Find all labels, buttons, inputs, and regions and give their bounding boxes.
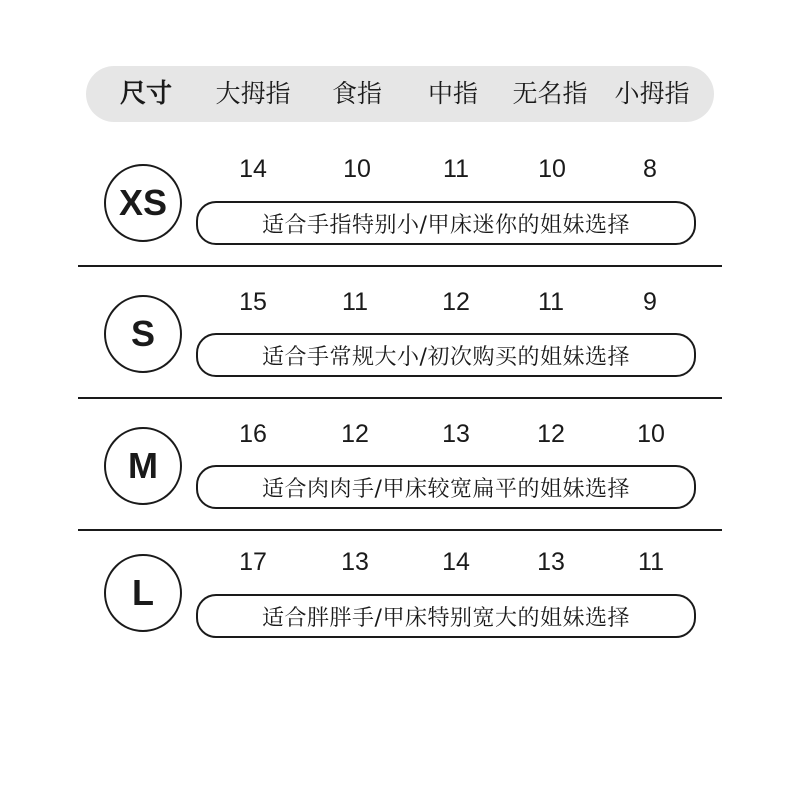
size-row-l [0,532,800,664]
index-finger-value: 11 [342,288,368,316]
size-badge: XS [104,164,182,242]
size-badge: L [104,554,182,632]
ring-finger-value: 10 [538,155,566,183]
size-row-xs [0,135,800,267]
size-row-s [0,268,800,400]
index-finger-column-header: 食指 [331,79,383,108]
size-note: 适合手指特别小/甲床迷你的姐妹选择 [196,201,696,245]
size-note: 适合肉肉手/甲床较宽扁平的姐妹选择 [196,465,696,509]
size-row-m [0,400,800,532]
thumb-column-header: 大拇指 [215,79,291,108]
size-badge: S [104,295,182,373]
thumb-value: 16 [239,420,267,448]
size-badge: M [104,427,182,505]
row-divider [78,397,722,399]
ring-finger-value: 13 [537,548,565,576]
thumb-value: 14 [239,155,267,183]
index-finger-value: 12 [341,420,369,448]
size-note: 适合手常规大小/初次购买的姐妹选择 [196,333,696,377]
pinky-value: 8 [643,155,657,183]
size-column-header: 尺寸 [119,79,173,109]
row-divider [78,529,722,531]
pinky-column-header: 小拇指 [614,79,690,108]
ring-finger-value: 11 [538,288,564,316]
middle-finger-value: 14 [442,548,470,576]
thumb-value: 17 [239,548,267,576]
row-divider [78,265,722,267]
middle-finger-value: 12 [442,288,470,316]
size-note: 适合胖胖手/甲床特别宽大的姐妹选择 [196,594,696,638]
size-chart-header [86,66,714,122]
index-finger-value: 13 [341,548,369,576]
thumb-value: 15 [239,288,267,316]
pinky-value: 9 [643,288,657,316]
ring-finger-value: 12 [537,420,565,448]
pinky-value: 10 [637,420,665,448]
ring-finger-column-header: 无名指 [512,79,588,108]
middle-finger-value: 11 [443,155,469,183]
middle-finger-value: 13 [442,420,470,448]
middle-finger-column-header: 中指 [427,79,479,108]
index-finger-value: 10 [343,155,371,183]
pinky-value: 11 [638,548,664,576]
